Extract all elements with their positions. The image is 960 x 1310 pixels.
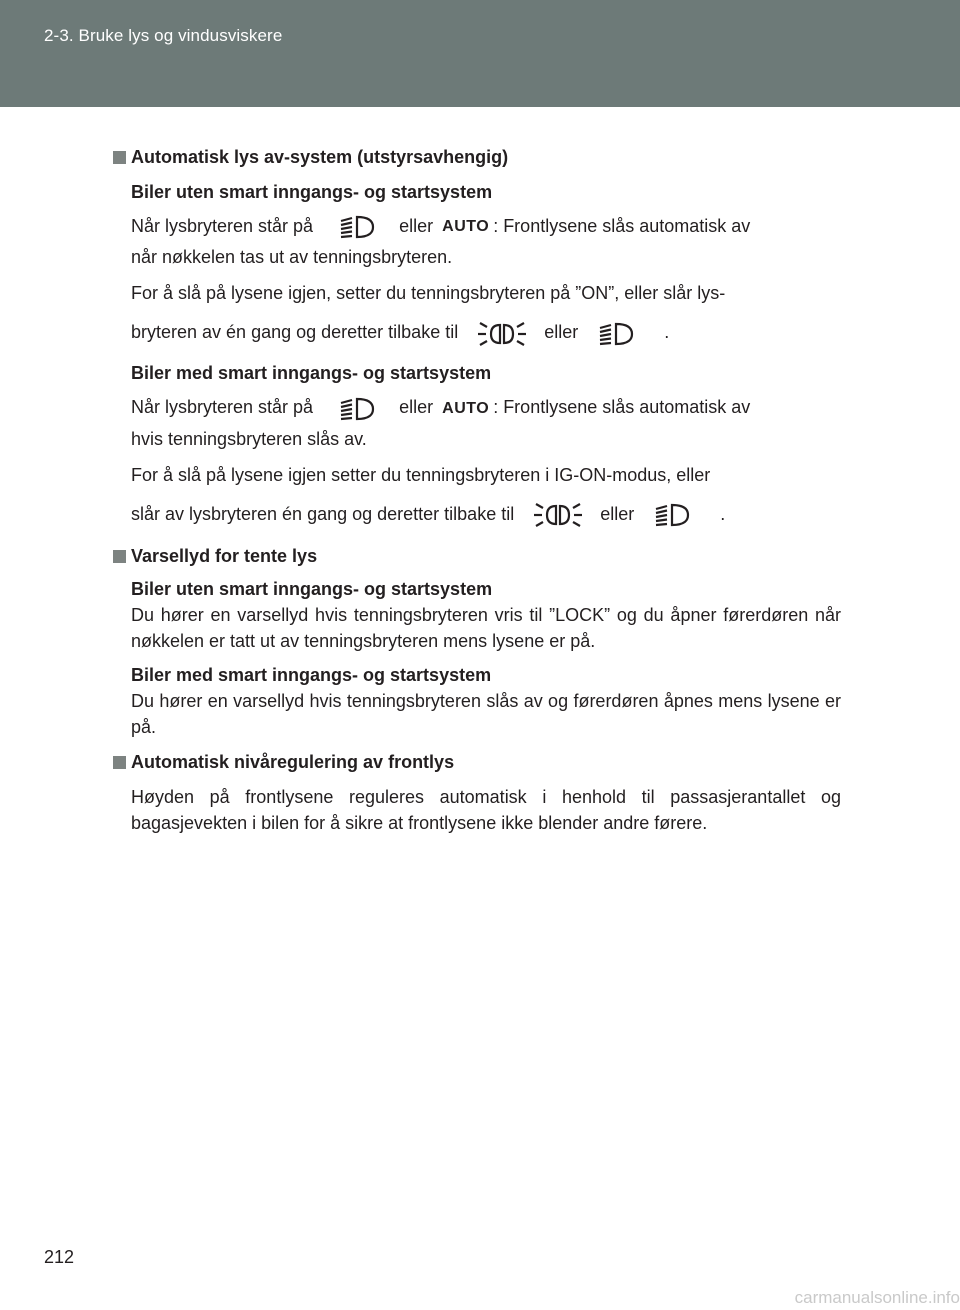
paragraph: Du hører en varsellyd hvis tenningsbryteren slås av og førerdøren åpnes mens lysene er på. — [131, 690, 841, 737]
paragraph: slår av lysbryteren én gang og deretter tilbake til eller . — [131, 494, 841, 534]
square-bullet-icon — [113, 550, 126, 563]
page-header — [0, 0, 960, 107]
page-number: 212 — [44, 1247, 75, 1267]
tail-light-icon — [477, 318, 527, 350]
headlight-icon — [597, 321, 635, 347]
subheading-without-smart: Biler uten smart inngangs- og startsystem — [131, 182, 493, 202]
tail-light-icon — [533, 499, 583, 531]
square-bullet-icon — [113, 756, 126, 769]
section-title-leveling: Automatisk nivåregulering av frontlys — [112, 748, 841, 776]
paragraph: For å slå på lysene igjen setter du tenningsbryteren i IG-ON-modus, eller — [131, 464, 711, 485]
content — [112, 143, 841, 836]
subheading-without-smart: Biler uten smart inngangs- og startsystem — [131, 578, 493, 599]
paragraph: Høyden på frontlysene reguleres automatisk i henhold til passasjerantallet og bagasjevekten i bilen for å sikre at frontlysene ikke blender andre førere. — [131, 786, 841, 833]
subheading-with-smart: Biler med smart inngangs- og startsystem — [131, 363, 492, 384]
auto-label-icon: AUTO — [442, 399, 490, 417]
paragraph: Du hører en varsellyd hvis tenningsbryteren vris til ”LOCK” og du åpner førerdøren når nøkkelen er tatt ut av tenningsbryteren mens lysene er på. — [131, 604, 841, 651]
square-bullet-icon — [113, 151, 126, 164]
header-title: 2-3. Bruke lys og vindusviskere — [44, 26, 283, 45]
watermark: carmanualsonline.info — [794, 1288, 960, 1307]
paragraph: bryteren av én gang og deretter tilbake til eller . — [131, 312, 841, 352]
headlight-icon — [338, 396, 376, 422]
section-title-auto-off: Automatisk lys av-system (utstyrsavhengig) — [112, 143, 841, 171]
auto-label-icon: AUTO — [442, 218, 490, 236]
section-title-warning: Varsellyd for tente lys — [112, 542, 841, 570]
paragraph: Når lysbryteren står på eller AUTO : Frontlysene slås automatisk av hvis tenningsbryteren slås av. — [131, 392, 841, 453]
subheading-with-smart: Biler med smart inngangs- og startsystem — [131, 664, 492, 685]
paragraph: For å slå på lysene igjen, setter du tenningsbryteren på ”ON”, eller slår lys- — [131, 283, 726, 304]
headlight-icon — [653, 502, 691, 528]
paragraph: Når lysbryteren står på eller AUTO : Frontlysene slås automatisk av når nøkkelen tas ut av tenningsbryteren. — [131, 211, 841, 272]
headlight-icon — [338, 214, 376, 240]
